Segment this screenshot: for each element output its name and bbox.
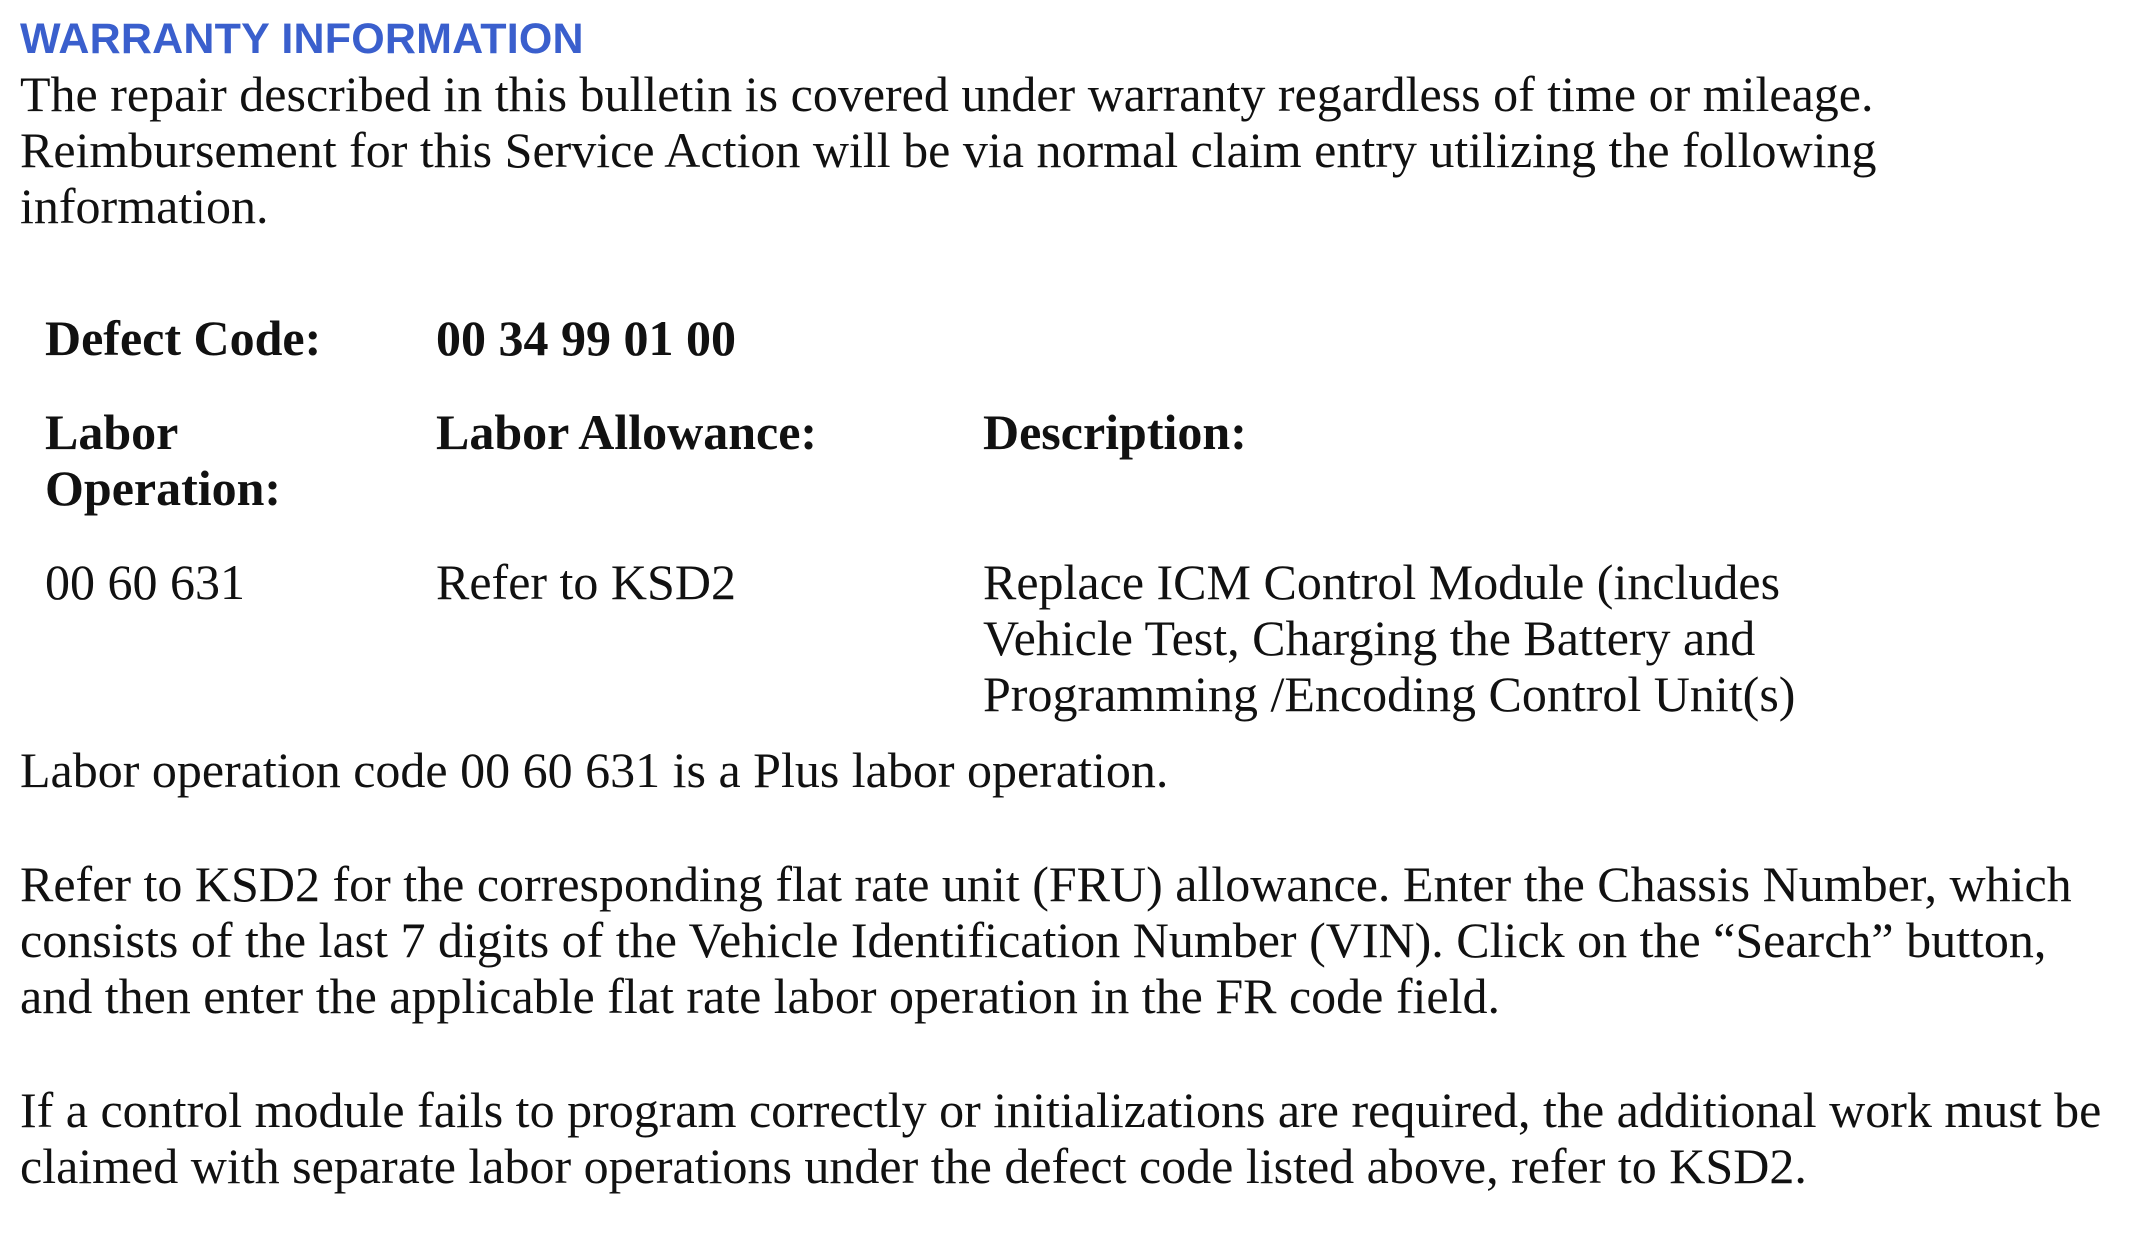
description-line: Vehicle Test, Charging the Battery and	[983, 610, 1756, 666]
description-header: Description:	[983, 404, 1247, 460]
intro-paragraph	[20, 66, 1877, 234]
labor-allowance-header: Labor Allowance:	[436, 404, 818, 460]
labor-operation-value: 00 60 631	[45, 554, 245, 610]
defect-code-label: Defect Code:	[45, 310, 322, 366]
description-line: Programming /Encoding Control Unit(s)	[983, 666, 1796, 722]
description-value	[983, 554, 1795, 722]
labor-operation-header	[45, 404, 281, 516]
additional-work-paragraph	[20, 1082, 2101, 1194]
ksd2-line: consists of the last 7 digits of the Vehicle Identification Number (VIN). Click on the “Search” button,	[20, 912, 2047, 968]
labor-allowance-value: Refer to KSD2	[436, 554, 736, 610]
header-line: Labor	[45, 404, 179, 460]
ksd2-line: Refer to KSD2 for the corresponding flat rate unit (FRU) allowance. Enter the Chassis Number, which	[20, 856, 2072, 912]
intro-line: Reimbursement for this Service Action will be via normal claim entry utilizing the following	[20, 122, 1877, 178]
section-heading: WARRANTY INFORMATION	[20, 15, 584, 63]
ksd2-paragraph	[20, 856, 2072, 1024]
defect-code-value: 00 34 99 01 00	[436, 310, 736, 366]
additional-work-line: claimed with separate labor operations under the defect code listed above, refer to KSD2.	[20, 1138, 1807, 1194]
additional-work-line: If a control module fails to program correctly or initializations are required, the additional work must be	[20, 1082, 2102, 1138]
intro-line: The repair described in this bulletin is covered under warranty regardless of time or mileage.	[20, 66, 1874, 122]
description-line: Replace ICM Control Module (includes	[983, 554, 1781, 610]
ksd2-line: and then enter the applicable flat rate labor operation in the FR code field.	[20, 968, 1500, 1024]
intro-line: information.	[20, 178, 269, 234]
header-line: Operation:	[45, 460, 282, 516]
plus-operation-note: Labor operation code 00 60 631 is a Plus labor operation.	[20, 742, 1169, 798]
